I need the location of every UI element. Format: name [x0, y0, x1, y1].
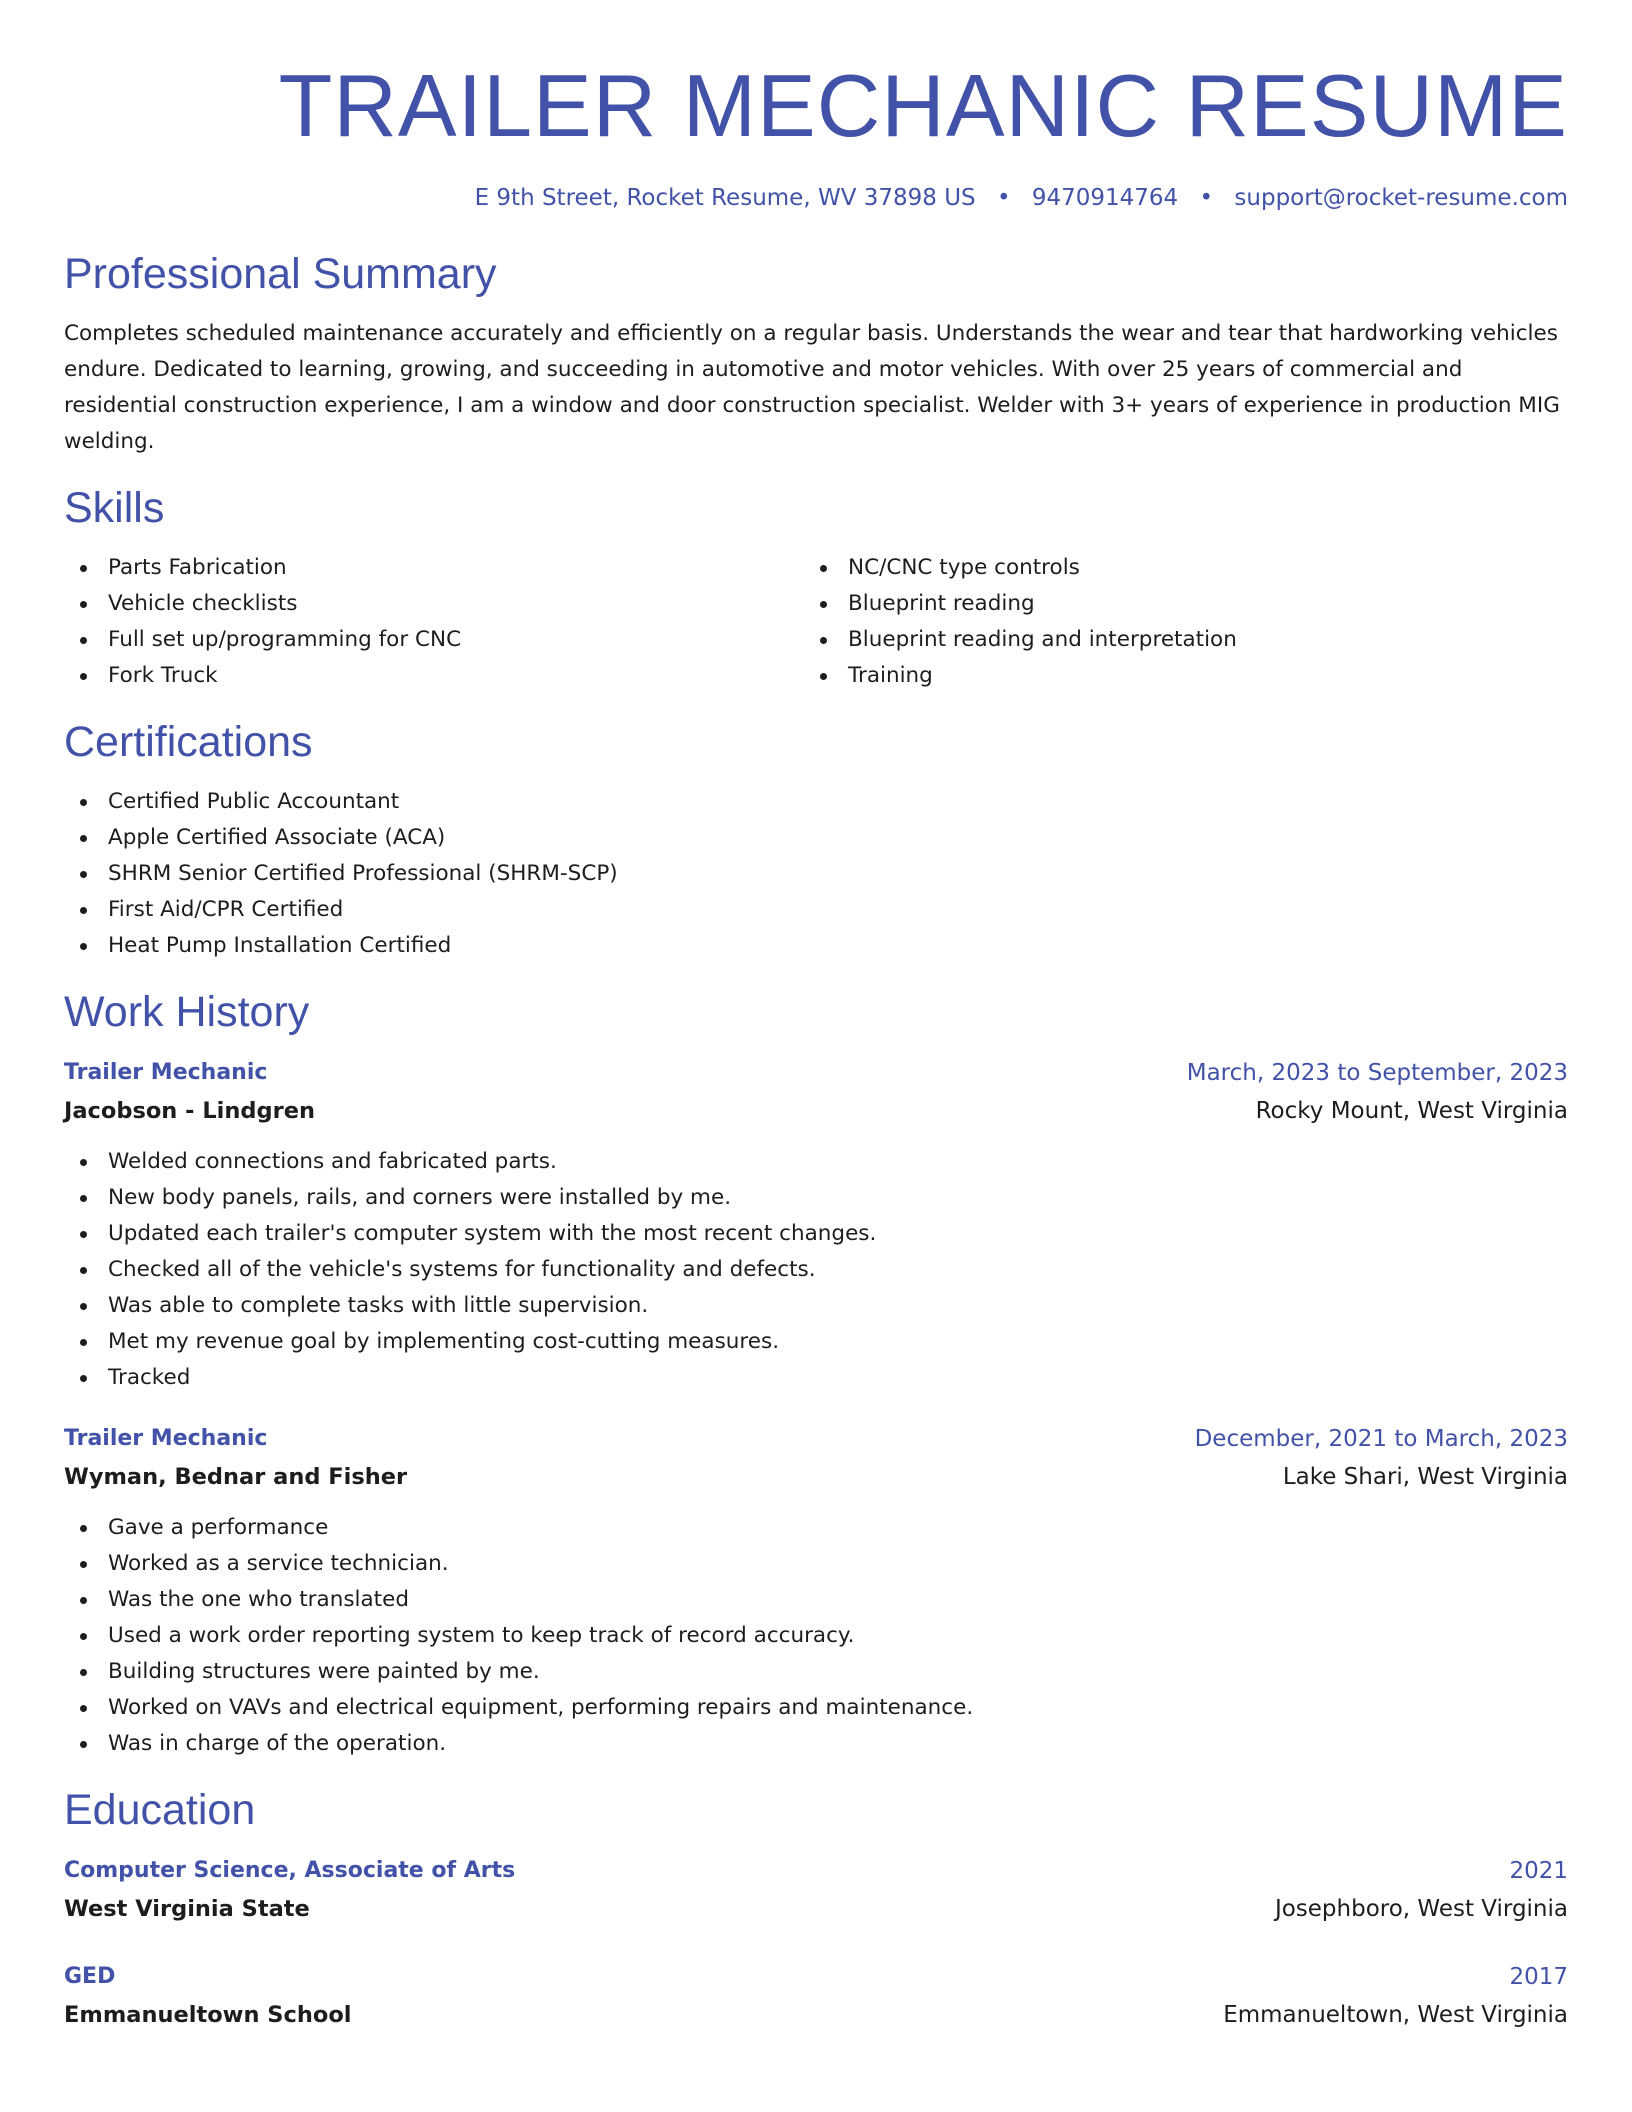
- job-duty: Building structures were painted by me.: [64, 1654, 1568, 1690]
- job-company-row: [64, 1092, 1568, 1130]
- job-title-row: [64, 1054, 1568, 1092]
- certification-item: Heat Pump Installation Certified: [64, 928, 1568, 964]
- job-duties-list: [64, 1510, 1568, 1762]
- contact-separator: •: [1199, 185, 1214, 211]
- job-title: Trailer Mechanic: [64, 1060, 268, 1085]
- resume-header: [64, 56, 1568, 216]
- certifications-section: [64, 714, 1568, 964]
- job-duty: Checked all of the vehicle's systems for functionality and defects.: [64, 1252, 1568, 1288]
- skills-section: [64, 480, 1568, 694]
- job-dates: December, 2021 to March, 2023: [1194, 1426, 1568, 1452]
- summary-text: Completes scheduled maintenance accurately and efficiently on a regular basis. Understands the wear and tear that hardworking vehicles endure. Dedicated to learning, growing, and succeeding in automotive and motor vehicles. With over 25 years of commercial and residential construction experience, I am a window and door construction specialist. Welder with 3+ years of experience in production MIG welding.: [64, 321, 1560, 454]
- skills-grid: [64, 550, 1568, 694]
- certifications-heading: Certifications: [64, 718, 313, 766]
- skill-item: Fork Truck: [64, 658, 804, 694]
- education-year: 2021: [1509, 1858, 1568, 1884]
- job-company: Jacobson - Lindgren: [64, 1098, 315, 1124]
- job-company-row: [64, 1458, 1568, 1496]
- education-degree: Computer Science, Associate of Arts: [64, 1858, 516, 1883]
- education-location: Emmanueltown, West Virginia: [1223, 2002, 1568, 2028]
- job-location: Rocky Mount, West Virginia: [1255, 1098, 1568, 1124]
- job-title: Trailer Mechanic: [64, 1426, 268, 1451]
- summary-section: [64, 246, 1568, 460]
- contact-separator: •: [996, 185, 1011, 211]
- contact-email[interactable]: support@rocket-resume.com: [1234, 185, 1568, 211]
- job-duty: Worked on VAVs and electrical equipment, performing repairs and maintenance.: [64, 1690, 1568, 1726]
- job-company: Wyman, Bednar and Fisher: [64, 1464, 408, 1490]
- education-year: 2017: [1509, 1964, 1568, 1990]
- job-entry: [64, 1420, 1568, 1762]
- certification-item: SHRM Senior Certified Professional (SHRM-SCP): [64, 856, 1568, 892]
- certification-item: Apple Certified Associate (ACA): [64, 820, 1568, 856]
- contact-line: [64, 180, 1568, 216]
- education-school: West Virginia State: [64, 1896, 310, 1922]
- education-school-row: [64, 1890, 1568, 1928]
- education-entry: [64, 1852, 1568, 1928]
- contact-phone: 9470914764: [1031, 185, 1179, 211]
- contact-address: E 9th Street, Rocket Resume, WV 37898 US: [474, 185, 976, 211]
- certification-item: Certified Public Accountant: [64, 784, 1568, 820]
- skill-item: Blueprint reading: [804, 586, 1544, 622]
- job-duty: Was able to complete tasks with little supervision.: [64, 1288, 1568, 1324]
- job-duty: Was in charge of the operation.: [64, 1726, 1568, 1762]
- education-entry: [64, 1958, 1568, 2034]
- resume-title: TRAILER MECHANIC RESUME: [278, 56, 1568, 155]
- education-degree: GED: [64, 1964, 116, 1989]
- skill-item: NC/CNC type controls: [804, 550, 1544, 586]
- job-duties-list: [64, 1144, 1568, 1396]
- work-history-heading: Work History: [64, 988, 310, 1036]
- job-duty: Updated each trailer's computer system with the most recent changes.: [64, 1216, 1568, 1252]
- education-school: Emmanueltown School: [64, 2002, 352, 2028]
- education-section: [64, 1782, 1568, 2034]
- job-duty: Tracked: [64, 1360, 1568, 1396]
- skill-item: Vehicle checklists: [64, 586, 804, 622]
- job-duty: Welded connections and fabricated parts.: [64, 1144, 1568, 1180]
- work-history-section: [64, 984, 1568, 1762]
- certifications-list: [64, 784, 1568, 964]
- education-heading: Education: [64, 1786, 256, 1834]
- skill-item: Full set up/programming for CNC: [64, 622, 804, 658]
- education-location: Josephboro, West Virginia: [1274, 1896, 1568, 1922]
- skills-heading: Skills: [64, 484, 165, 532]
- summary-heading: Professional Summary: [64, 250, 497, 298]
- skills-list-left: [64, 550, 804, 694]
- skill-item: Parts Fabrication: [64, 550, 804, 586]
- skills-list-right: [804, 550, 1544, 694]
- job-duty: Worked as a service technician.: [64, 1546, 1568, 1582]
- education-degree-row: [64, 1852, 1568, 1890]
- job-duty: Gave a performance: [64, 1510, 1568, 1546]
- job-location: Lake Shari, West Virginia: [1282, 1464, 1568, 1490]
- job-duty: Was the one who translated: [64, 1582, 1568, 1618]
- education-school-row: [64, 1996, 1568, 2034]
- job-dates: March, 2023 to September, 2023: [1186, 1060, 1568, 1086]
- job-title-row: [64, 1420, 1568, 1458]
- job-duty: New body panels, rails, and corners were installed by me.: [64, 1180, 1568, 1216]
- skill-item: Blueprint reading and interpretation: [804, 622, 1544, 658]
- job-duty: Used a work order reporting system to keep track of record accuracy.: [64, 1618, 1568, 1654]
- education-degree-row: [64, 1958, 1568, 1996]
- skill-item: Training: [804, 658, 1544, 694]
- certification-item: First Aid/CPR Certified: [64, 892, 1568, 928]
- job-duty: Met my revenue goal by implementing cost-cutting measures.: [64, 1324, 1568, 1360]
- job-entry: [64, 1054, 1568, 1396]
